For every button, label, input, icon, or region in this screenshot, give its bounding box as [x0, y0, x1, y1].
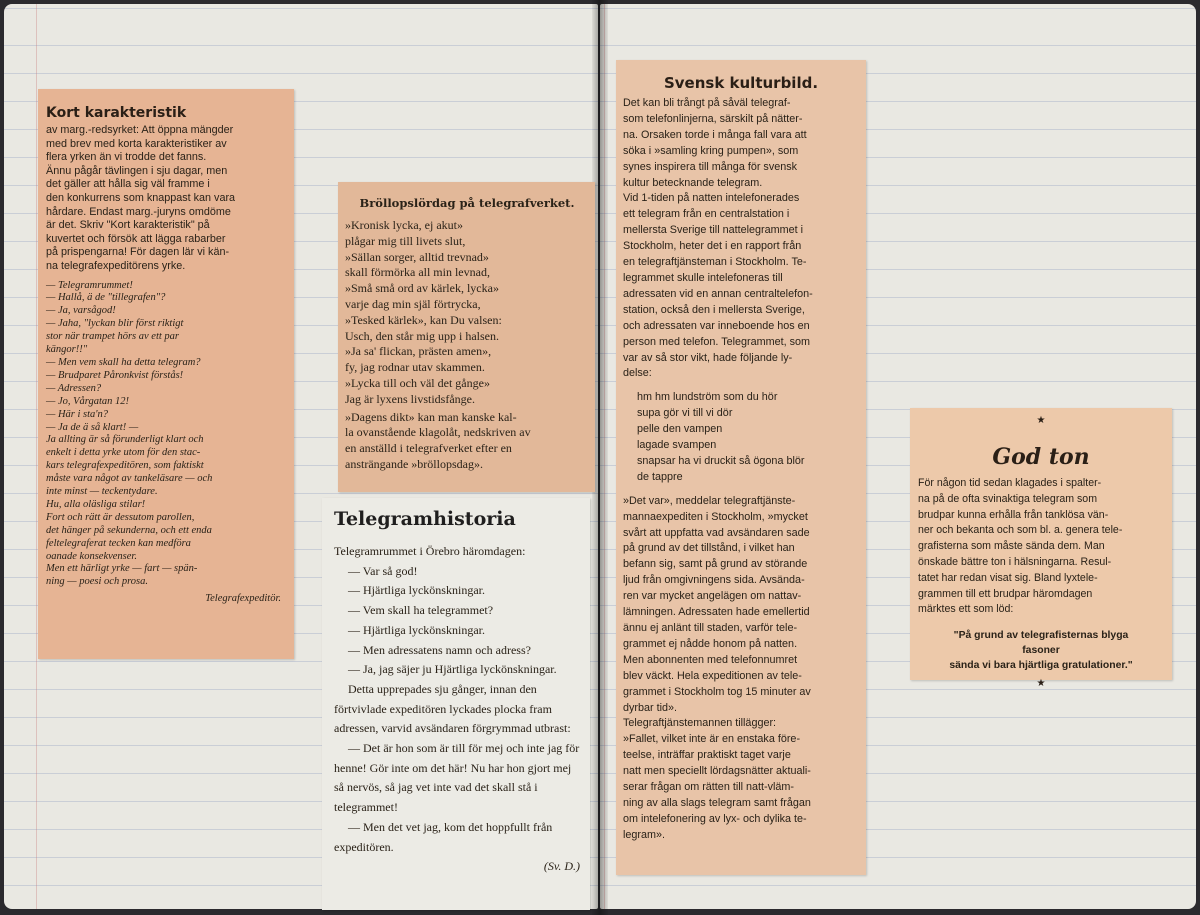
story-line: — Vem skall ha telegrammet? [348, 603, 494, 618]
clipping-god-ton [910, 408, 1172, 690]
clipping-telegramhistoria [322, 498, 590, 910]
story-line: — Men adressatens namn och adress? [348, 642, 531, 657]
clipping-body: »Dagens dikt» kan man kanske kal- la ovanstående klagolåt, nedskriven av en anställd i telegrafverket efter en ansträngande »bröllopsdag». [345, 409, 531, 471]
star-ornament-icon: ★ [1036, 678, 1046, 690]
story-line: — Ja, jag säjer ju Hjärtliga lyckönskningar. [348, 662, 557, 677]
clipping-title: Svensk kulturbild. [663, 74, 819, 92]
clipping-poem: »Kronisk lycka, ej akut» plågar mig till livets slut, »Sällan sorger, alltid trevnad» skall förmörka all min levnad, »Små små ord av kärlek, lycka» varje dag min själ förtrycka, »Tesked kärlek», kan Du valsen: Usch, den står mig upp i halsen. »Ja sa' flickan, prästen amen», fy, jag rodnar utav skammen. »Lycka till och väl det gånge» Jag är lyxens livstidsfånge. [345, 218, 502, 406]
star-ornament-icon: ★ [1036, 415, 1046, 426]
clipping-svensk-kulturbild [616, 60, 866, 875]
clipping-intro: av marg.-redsyrket: Att öppna mängder med brev med korta karakteristiker av flera yrken än vi trodde det fanns. Ännu pågår tävlingen i sju dagar, men det gäller att hålla sig väl framme i den konkurrens som knappast kan vara hårdare. Endast marg.-juryns omdöme är det. Skriv "Kort karakteristik" på kuvertet och försök att lägga rabarber på prispengarna! För dagen lär vi kän- na telegrafexpeditörens yrke. [46, 124, 236, 272]
clipping-paragraph: Det kan bli trångt på såväl telegraf- som telefonlinjerna, särskilt på nätter- na. Orsaken torde i många fall vara att söka i »samling kring pumpen», som synes inspirera till många för svensk kultur betecknande telegram. [623, 97, 807, 189]
story-line: Detta upprepades sju gånger, innan den förtvivlade expeditören lyckades plocka fram adressen, varvid avsändaren förgrymmad utbrast: [334, 681, 571, 736]
margin-line [36, 4, 37, 909]
clipping-title: Kort karakteristik [46, 105, 187, 121]
clipping-signature: (Sv. D.) [543, 859, 580, 874]
clipping-kort-karakteristik [38, 89, 294, 659]
clipping-paragraph: Telegraftjänstemannen tillägger: »Fallet, vilket inte är en enstaka före- teelse, inträffar praktiskt taget varje natt men speciellt lördagsnätter aktuali- serar frågan om rätten till natt-vläm- ning av alla slags telegram samt frågan om intelefonering av lyx- och dylika te- legram». [623, 717, 811, 841]
clipping-paragraph: »Det var», meddelar telegraftjänste- mannaexpediten i Stockholm, »mycket svårt att uppfatta vad avsändaren sade på grund av det tillstånd, i vilket han befann sig, samt på grund av störande ljud från omgivningens sida. Avsända- ren var mycket angelägen om nattav- lämningen. Adressaten hade emellertid ännu ej anlänt till staden, varför tele- grammet ej nådde honom på natten. Men abonnenten med telefonnumret blev väckt. Hela expeditionen av tele- grammet i Stockholm tog 15 minuter av dyrbar tid». [623, 494, 811, 714]
story-line: — Men det vet jag, kom det hoppfullt från expeditören. [334, 819, 553, 854]
story-line: — Hjärtliga lyckönskningar. [348, 583, 485, 598]
clipping-telegram-text: hm hm lundström som du hör supa gör vi till vi dör pelle den vampen lagade svampen snapsar ha vi druckit så ögona blör de tappre [637, 391, 805, 483]
clipping-dialogue: — Telegramrummet! — Hallå, ä de "tillegrafen"? — Ja, varsågod! — Jaha, "lyckan blir först riktigt stor när trampet hörs av ett par kängor!!" — Men vem skall ha detta telegram? — Brudparet Påronkvist förstås! — Adressen? — Jo, Vårgatan 12! — Här i sta'n? — Ja de ä så klart! — Ja allting är så förunderligt klart och enkelt i detta yrke utom för den stac- kars telegrafexpeditören, som faktiskt måste vara något av tankeläsare — och inte minst — teckentydare. Hu, alla oläsliga stilar! Fort och rätt är dessutom parollen, det hänger på sekunderna, och ett enda feltelegraferat tecken kan medföra oanade konsekvenser. Men ett härligt yrke — fart — spän- ning — poesi och prosa. [46, 279, 213, 588]
clipping-title: God ton [992, 444, 1090, 470]
clipping-paragraph: Vid 1-tiden på natten intelefonerades ett telegram från en centralstation i mellersta Sverige till nattelegrammet i Stockholm, heter det i en rapport från en telegraftjänsteman i Stockholm. Te- legrammet skulle intelefoneras till adressaten vid en annan centraltelefon- station, också den i mellersta Sverige, och adressaten var inneboende hos en person med telefon. Telegrammet, som var av så stor vikt, hade följande ly- delse: [623, 192, 813, 380]
clipping-signature: Telegrafexpeditör. [205, 593, 281, 605]
clipping-title: Telegramhistoria [334, 508, 516, 530]
clipping-body: För någon tid sedan klagades i spalter- na på de ofta svinaktiga telegram som brudpar kunna erhålla från tanklösa vän- ner och bekanta och som bl. a. genera tele- grafisterna som måste sända dem. Man önskade bättre ton i hälsningarna. Resul- tatet har redan visat sig. Bland lyxtele- grammen till ett brudpar häromdagen märktes ett som löd: [918, 477, 1123, 616]
story-line: — Hjärtliga lyckönskningar. [348, 622, 485, 637]
clipping-title: Bröllopslördag på telegrafverket. [359, 196, 575, 210]
clipping-quote: "På grund av telegrafisternas blyga fasoner sända vi bara hjärtliga gratulationer." [949, 630, 1133, 672]
story-line: — Det är hon som är till för mej och inte jag för henne! Gör inte om det här! Nu har hon gjort mej så nervös, så jag vet inte vad det skall stå i telegrammet! [334, 741, 580, 815]
clipping-brollopslordag [338, 182, 595, 492]
story-line: — Var så god! [348, 563, 418, 578]
story-line: Telegramrummet i Örebro häromdagen: [334, 544, 526, 558]
